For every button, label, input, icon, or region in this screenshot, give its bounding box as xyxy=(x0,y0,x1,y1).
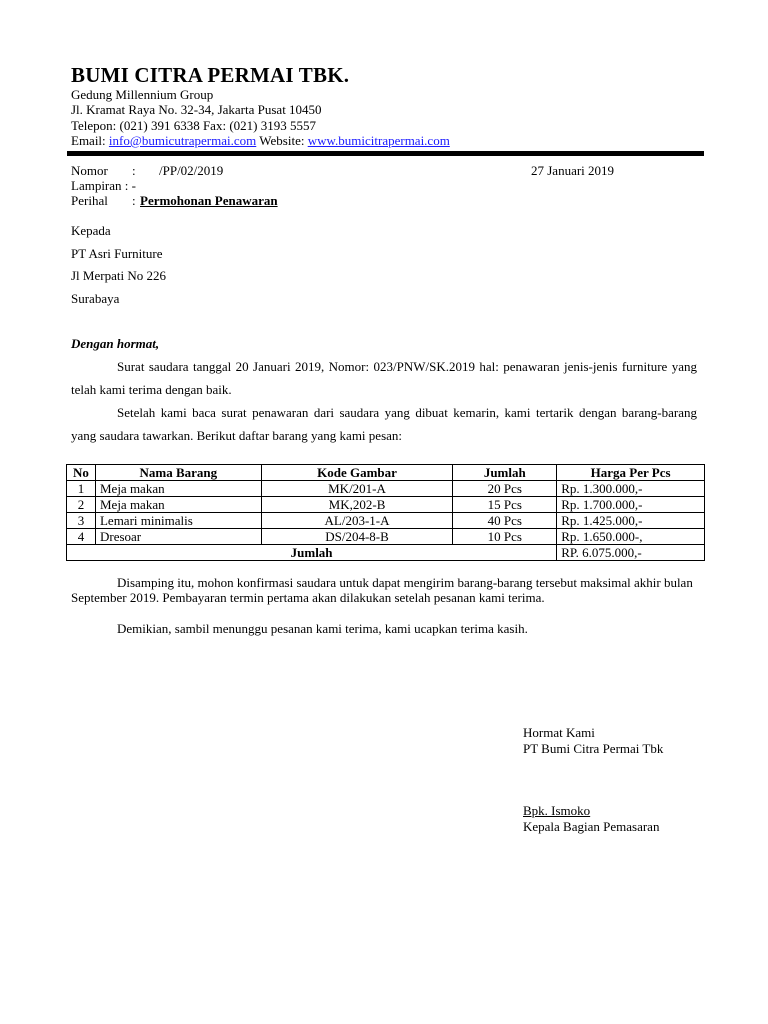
paragraph-2 xyxy=(71,401,697,447)
total-value: RP. 6.075.000,- xyxy=(557,545,705,561)
cell-kode: MK/201-A xyxy=(261,481,453,497)
recipient-street: Jl Merpati No 226 xyxy=(71,268,166,283)
cell-harga: Rp. 1.700.000,- xyxy=(557,497,705,513)
company-phone: Telepon: (021) 391 6338 Fax: (021) 3193 5557 xyxy=(71,118,316,133)
email-link[interactable]: info@bumicutrapermai.com xyxy=(108,133,257,148)
greeting: Dengan hormat, xyxy=(71,336,160,351)
table-row xyxy=(67,513,705,529)
cell-no: 4 xyxy=(67,529,96,545)
table-row xyxy=(67,481,705,497)
nomor-label: Nomor xyxy=(71,163,108,178)
items-table xyxy=(66,464,705,561)
cell-harga: Rp. 1.300.000,- xyxy=(557,481,705,497)
cell-nama: Meja makan xyxy=(95,497,261,513)
cell-nama: Dresoar xyxy=(95,529,261,545)
nomor-value: /PP/02/2019 xyxy=(159,163,224,178)
cell-jumlah: 10 Pcs xyxy=(453,529,557,545)
paragraph-3-text: Disamping itu, mohon konfirmasi saudara untuk dapat mengirim barang-barang tersebut maksimal akhir bulan September 2019. Pembayaran termin pertama akan dilakukan setelah pesanan kami terima. xyxy=(71,575,693,605)
email-label: Email: xyxy=(71,133,109,148)
perihal-value: Permohonan Penawaran xyxy=(140,193,278,208)
lampiran: Lampiran : - xyxy=(71,178,136,193)
header-jumlah: Jumlah xyxy=(453,465,557,481)
paragraph-1-text: Surat saudara tanggal 20 Januari 2019, Nomor: 023/PNW/SK.2019 hal: penawaran jenis-jenis furniture yang telah kami terima dengan baik. xyxy=(71,359,697,397)
header-nama-barang: Nama Barang xyxy=(95,465,261,481)
cell-jumlah: 15 Pcs xyxy=(453,497,557,513)
paragraph-4 xyxy=(71,621,705,636)
cell-nama: Meja makan xyxy=(95,481,261,497)
cell-kode: DS/204-8-B xyxy=(261,529,453,545)
cell-no: 3 xyxy=(67,513,96,529)
recipient-city: Surabaya xyxy=(71,291,120,306)
paragraph-2-text: Setelah kami baca surat penawaran dari saudara yang dibuat kemarin, kami tertarik dengan barang-barang yang saudara tawarkan. Berikut daftar barang yang kami pesan: xyxy=(71,405,697,443)
company-name: BUMI CITRA PERMAI TBK. xyxy=(71,63,350,87)
contact-line xyxy=(71,133,450,149)
closing-salutation: Hormat Kami xyxy=(523,725,595,740)
nomor-separator: : xyxy=(132,163,136,178)
table-total-row xyxy=(67,545,705,561)
table-row xyxy=(67,497,705,513)
recipient-name: PT Asri Furniture xyxy=(71,246,163,261)
header-divider xyxy=(67,151,704,156)
table-header-row xyxy=(67,465,705,481)
header-no: No xyxy=(67,465,96,481)
paragraph-3 xyxy=(71,575,705,605)
signatory-title: Kepala Bagian Pemasaran xyxy=(523,819,660,834)
table-row xyxy=(67,529,705,545)
recipient-kepada: Kepada xyxy=(71,223,111,238)
header-kode-gambar: Kode Gambar xyxy=(261,465,453,481)
website-link[interactable]: www.bumicitrapermai.com xyxy=(307,133,450,148)
cell-kode: AL/203-1-A xyxy=(261,513,453,529)
header-harga: Harga Per Pcs xyxy=(557,465,705,481)
perihal-label: Perihal xyxy=(71,193,108,208)
cell-harga: Rp. 1.425.000,- xyxy=(557,513,705,529)
total-label: Jumlah xyxy=(67,545,557,561)
company-address: Jl. Kramat Raya No. 32-34, Jakarta Pusat 10450 xyxy=(71,102,322,117)
paragraph-1 xyxy=(71,355,697,401)
perihal-separator: : xyxy=(132,193,136,208)
cell-no: 2 xyxy=(67,497,96,513)
building-name: Gedung Millennium Group xyxy=(71,87,214,102)
signatory-name: Bpk. Ismoko xyxy=(523,803,591,818)
website-label: Website: xyxy=(256,133,308,148)
signature-company: PT Bumi Citra Permai Tbk xyxy=(523,741,664,756)
letter-date: 27 Januari 2019 xyxy=(531,163,615,178)
cell-kode: MK,202-B xyxy=(261,497,453,513)
cell-jumlah: 20 Pcs xyxy=(453,481,557,497)
cell-harga: Rp. 1.650.000-, xyxy=(557,529,705,545)
cell-nama: Lemari minimalis xyxy=(95,513,261,529)
paragraph-4-text: Demikian, sambil menunggu pesanan kami terima, kami ucapkan terima kasih. xyxy=(117,621,528,636)
cell-no: 1 xyxy=(67,481,96,497)
cell-jumlah: 40 Pcs xyxy=(453,513,557,529)
